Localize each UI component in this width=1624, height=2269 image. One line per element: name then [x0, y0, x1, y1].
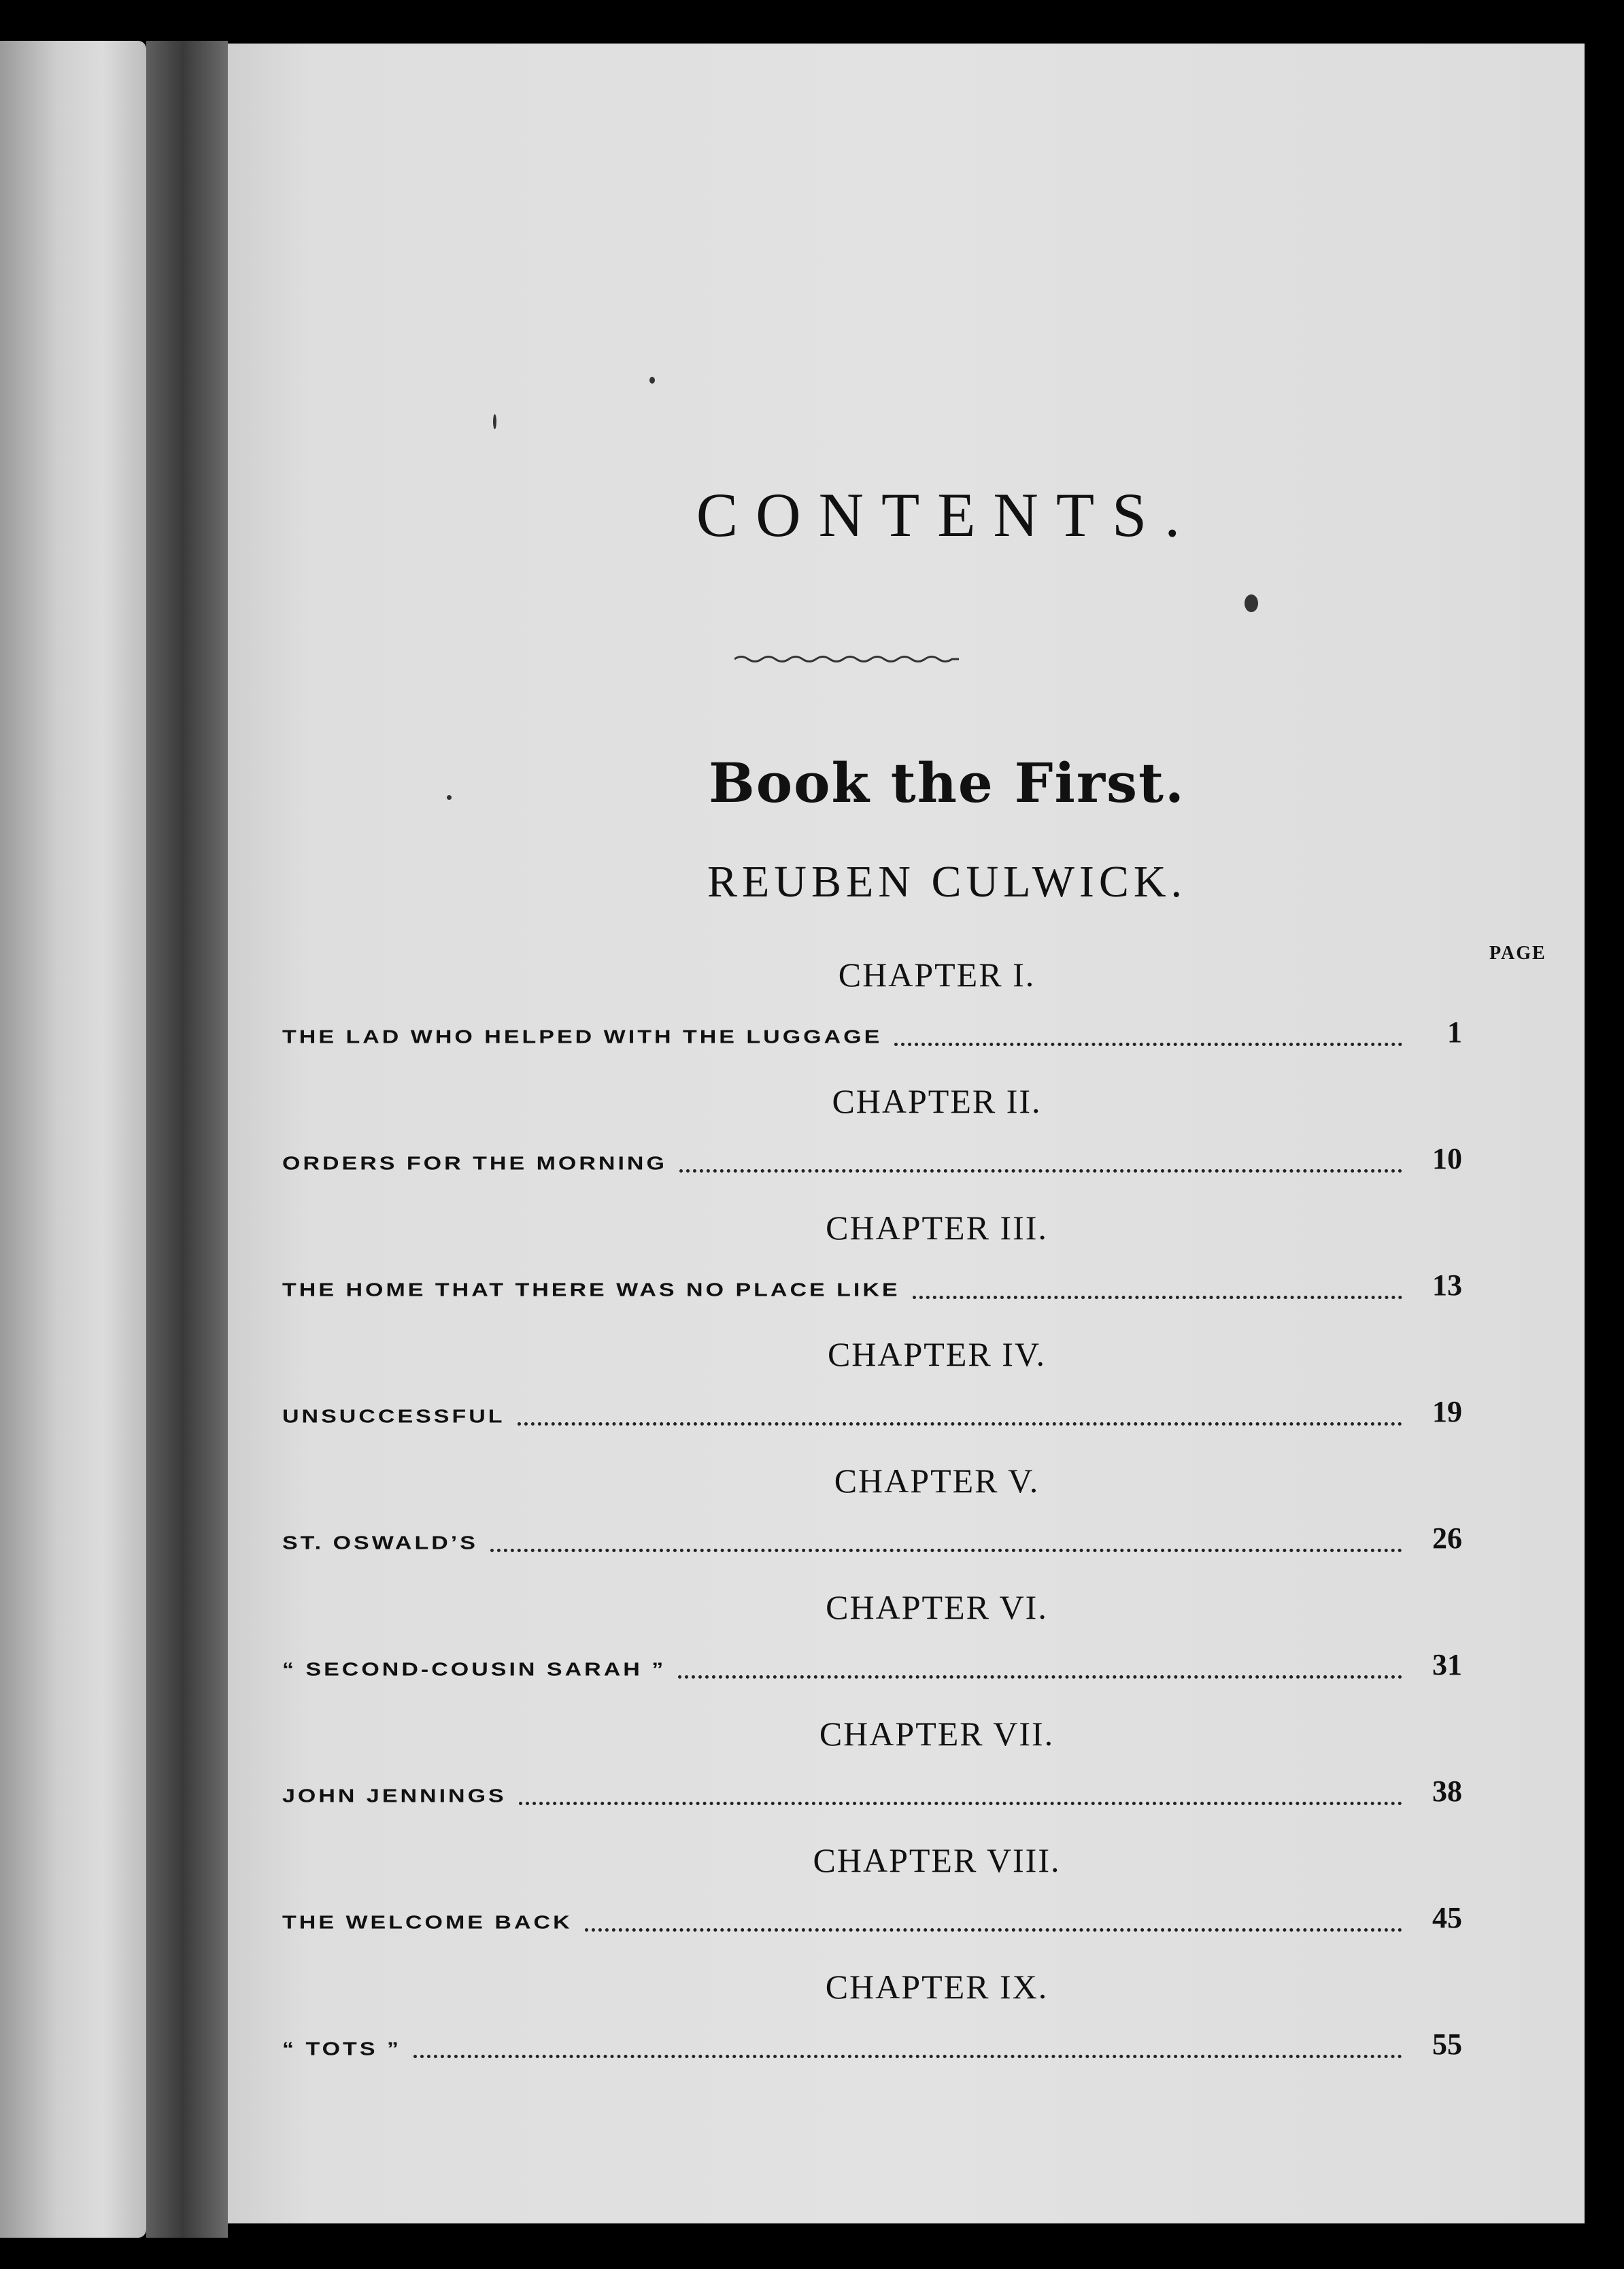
chapter-heading: CHAPTER III. [826, 1209, 1048, 1247]
dot-leader [679, 1169, 1402, 1173]
toc-chapter [282, 1967, 1462, 2094]
toc-entry [282, 1774, 1462, 1815]
chapter-title: ST. OSWALD’S [282, 1532, 478, 1554]
contents-heading: CONTENTS. [696, 480, 1198, 550]
toc-entry [282, 2027, 1462, 2068]
dot-leader [490, 1549, 1402, 1552]
dot-leader [913, 1296, 1402, 1299]
page-number: 10 [1432, 1142, 1462, 1175]
toc-entry [282, 1647, 1462, 1688]
toc-chapter [282, 1461, 1462, 1587]
chapter-heading: CHAPTER IX. [825, 1968, 1049, 2006]
ink-speck [1245, 594, 1258, 612]
dot-leader [894, 1043, 1402, 1046]
chapter-title: UNSUCCESSFUL [282, 1406, 505, 1428]
dot-leader [585, 1928, 1402, 1932]
chapter-heading: CHAPTER VI. [826, 1588, 1048, 1626]
chapter-heading: CHAPTER VIII. [813, 1841, 1061, 1879]
book-title: Book the First. [709, 751, 1185, 815]
chapter-title: “ TOTS ” [282, 2038, 401, 2060]
toc-entry [282, 1015, 1462, 1056]
dot-leader [518, 1422, 1402, 1426]
page-number: 45 [1432, 1901, 1462, 1934]
page-number: 55 [1432, 2028, 1462, 2061]
chapter-title: THE WELCOME BACK [282, 1912, 573, 1934]
dot-leader [678, 1675, 1402, 1679]
toc-chapter [282, 1841, 1462, 1967]
dot-leader [519, 1802, 1402, 1805]
chapter-heading: CHAPTER V. [834, 1462, 1040, 1500]
page-number: 31 [1432, 1648, 1462, 1681]
ink-speck [649, 377, 655, 384]
chapter-title: ORDERS FOR THE MORNING [282, 1153, 667, 1175]
book-subtitle: REUBEN CULWICK. [707, 857, 1187, 907]
chapter-title: JOHN JENNINGS [282, 1785, 507, 1807]
page-number: 38 [1432, 1775, 1462, 1808]
contents-page [228, 44, 1585, 2223]
toc-chapter [282, 1587, 1462, 1714]
toc-chapter [282, 1714, 1462, 1841]
chapter-heading: CHAPTER II. [832, 1082, 1042, 1120]
toc-chapter [282, 1208, 1462, 1334]
chapter-heading: CHAPTER VII. [819, 1715, 1055, 1753]
toc-entry [282, 1141, 1462, 1182]
chapter-heading: CHAPTER I. [838, 956, 1036, 994]
chapter-title: THE LAD WHO HELPED WITH THE LUGGAGE [282, 1026, 883, 1048]
page-number: 13 [1432, 1268, 1462, 1302]
toc-entry [282, 1900, 1462, 1941]
toc-entry [282, 1521, 1462, 1562]
page-number: 1 [1447, 1015, 1462, 1049]
chapter-title: “ SECOND-COUSIN SARAH ” [282, 1659, 666, 1681]
toc-chapter [282, 1334, 1462, 1461]
chapter-heading: CHAPTER IV. [827, 1335, 1047, 1373]
chapter-title: THE HOME THAT THERE WAS NO PLACE LIKE [282, 1279, 900, 1301]
dot-leader [413, 2055, 1402, 2058]
toc-chapter [282, 955, 1462, 1081]
page-column-label: PAGE [1489, 943, 1546, 964]
toc-chapter [282, 1081, 1462, 1208]
book-gutter [146, 41, 228, 2238]
page-number: 26 [1432, 1522, 1462, 1555]
ornament-rule [734, 649, 959, 669]
ink-speck [493, 414, 496, 429]
toc-entry [282, 1268, 1462, 1309]
toc-entry [282, 1394, 1462, 1435]
page-number: 19 [1432, 1395, 1462, 1428]
facing-page-edge [0, 41, 146, 2238]
